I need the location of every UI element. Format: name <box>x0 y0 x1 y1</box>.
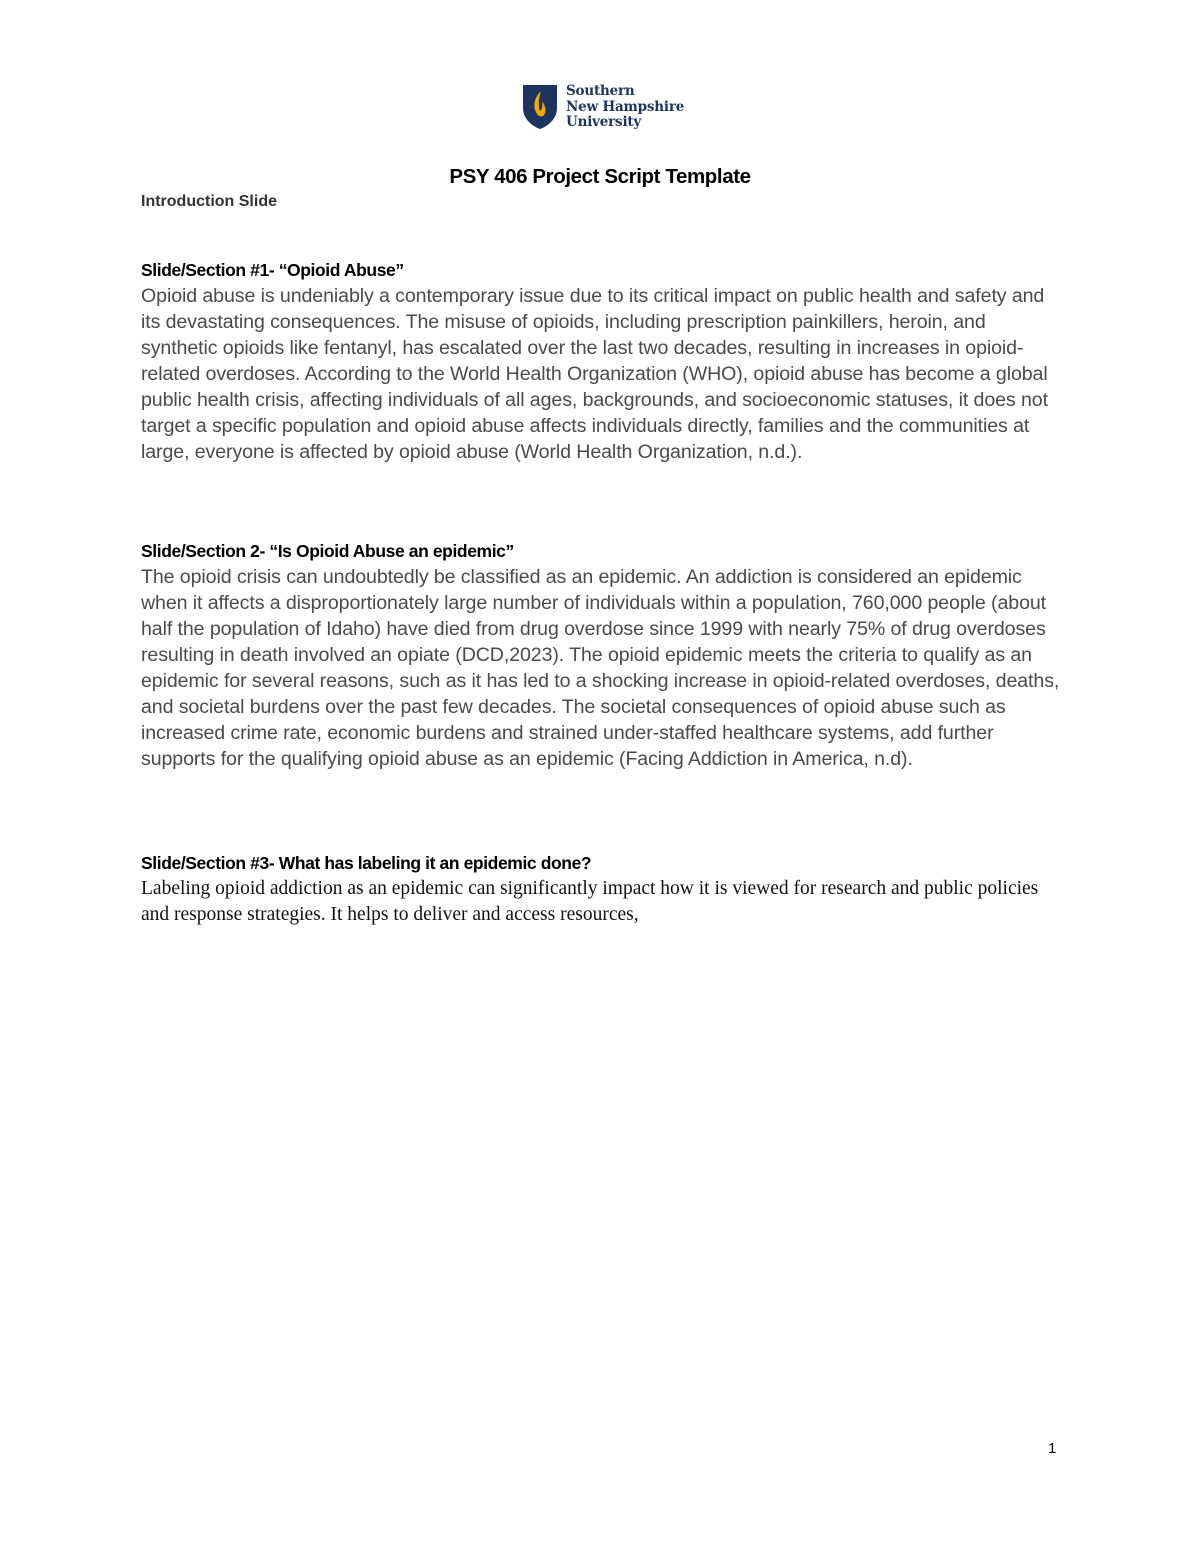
page-number: 1 <box>1048 1440 1057 1457</box>
section-body: The opioid crisis can undoubtedly be classified as an epidemic. An addiction is considered an epidemic when it affects a disproportionately large number of individuals within a population, 760,000 people (about half the population of Idaho) have died from drug overdose since 1999 with nearly 75% of drug overdoses resulting in death involved an opiate (DCD,2023). The opioid epidemic meets the criteria to qualify as an epidemic for several reasons, such as it has led to a shocking increase in opioid-related overdoses, deaths, and societal burdens over the past few decades. The societal consequences of opioid abuse such as increased crime rate, economic burdens and strained under-staffed healthcare systems, add further supports for the qualifying opioid abuse as an epidemic (Facing Addiction in America, n.d). <box>141 566 1060 770</box>
section-body: Opioid abuse is undeniably a contemporary issue due to its critical impact on public health and safety and its devastating consequences. The misuse of opioids, including prescription painkillers, heroin, and synthetic opioids like fentanyl, has escalated over the last two decades, resulting in increases in opioid- related overdoses. According to the World Health Organization (WHO), opioid abuse has become a global public health crisis, affecting individuals of all ages, backgrounds, and socioeconomic statuses, it does not target a specific population and opioid abuse affects individuals directly, families and the communities at large, everyone is affected by opioid abuse (World Health Organization, n.d.). <box>141 285 1048 463</box>
logo-line-2: New Hampshire <box>566 98 685 115</box>
section-body: Labeling opioid addiction as an epidemic can significantly impact how it is viewed for research and public policies and response strategies. It helps to deliver and access resources, <box>141 878 1039 925</box>
section-labeling-impact <box>141 852 1061 928</box>
document-title: PSY 406 Project Script Template <box>449 165 751 188</box>
snhu-logo <box>522 84 684 131</box>
logo-line-3: University <box>566 114 642 130</box>
logo-wordmark <box>566 84 684 131</box>
section-heading: Slide/Section #3- What has labeling it an epidemic done? <box>141 853 592 873</box>
shield-flame-icon <box>522 84 558 130</box>
section-heading: Slide/Section #1- “Opioid Abuse” <box>141 260 404 280</box>
section-is-epidemic <box>141 540 1061 772</box>
introduction-label: Introduction Slide <box>141 193 277 210</box>
logo-line-1: Southern <box>566 83 635 99</box>
section-heading: Slide/Section 2- “Is Opioid Abuse an epidemic” <box>141 541 514 561</box>
section-opioid-abuse <box>141 259 1061 465</box>
